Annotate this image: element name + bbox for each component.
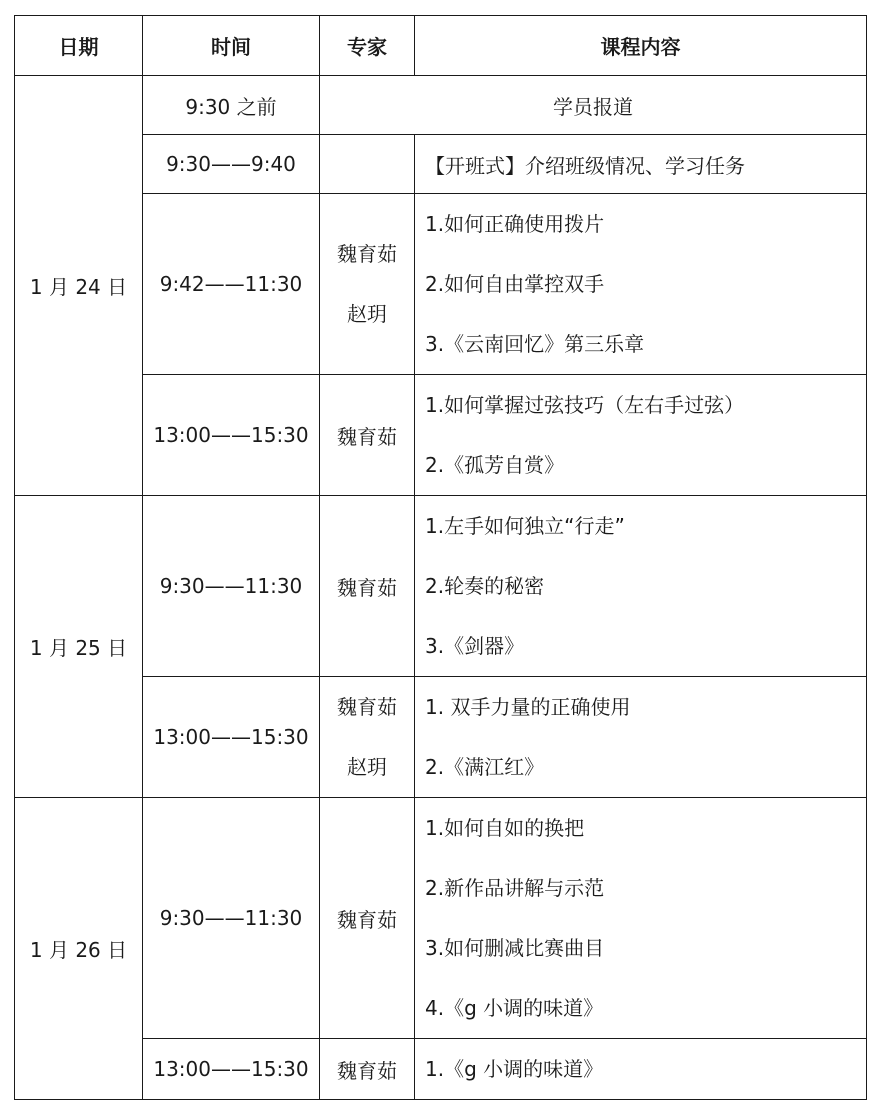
expert-name: 魏育茹 <box>337 907 397 932</box>
table-row <box>15 76 867 135</box>
date-cell: 1 月 24 日 <box>15 76 143 496</box>
time-cell: 9:30——11:30 <box>143 798 320 1039</box>
expert-cell <box>320 375 415 496</box>
content-line: 3.《剑器》 <box>425 634 525 658</box>
course-schedule-table <box>14 15 867 1100</box>
table-row <box>15 194 867 375</box>
expert-name: 魏育茹 <box>337 575 397 600</box>
content-line: 2.新作品讲解与示范 <box>425 876 605 900</box>
header-time: 时间 <box>143 16 320 76</box>
header-expert: 专家 <box>320 16 415 76</box>
table-row <box>15 798 867 1039</box>
table-row <box>15 496 867 677</box>
time-cell: 13:00——15:30 <box>143 1039 320 1100</box>
table-row <box>15 375 867 496</box>
time-cell: 9:42——11:30 <box>143 194 320 375</box>
content-cell <box>415 194 867 375</box>
header-row <box>15 16 867 76</box>
time-cell: 9:30 之前 <box>143 76 320 135</box>
expert-cell <box>320 1039 415 1100</box>
expert-name: 赵玥 <box>347 302 387 326</box>
date-cell: 1 月 26 日 <box>15 798 143 1100</box>
expert-cell <box>320 135 415 194</box>
table-row <box>15 135 867 194</box>
content-cell: 学员报道 <box>320 76 867 135</box>
time-cell: 9:30——11:30 <box>143 496 320 677</box>
content-cell <box>415 798 867 1039</box>
time-cell: 13:00——15:30 <box>143 375 320 496</box>
content-cell <box>415 496 867 677</box>
expert-name: 魏育茹 <box>337 695 397 719</box>
time-cell: 13:00——15:30 <box>143 677 320 798</box>
expert-name: 魏育茹 <box>337 242 397 266</box>
expert-cell <box>320 194 415 375</box>
expert-cell <box>320 496 415 677</box>
table-row <box>15 1039 867 1100</box>
content-cell <box>415 677 867 798</box>
content-cell <box>415 375 867 496</box>
expert-cell <box>320 798 415 1039</box>
content-line: 2.如何自由掌控双手 <box>425 272 605 296</box>
content-cell: 【开班式】介绍班级情况、学习任务 <box>415 135 867 194</box>
expert-name: 魏育茹 <box>337 424 397 449</box>
expert-name: 赵玥 <box>347 755 387 779</box>
content-cell <box>415 1039 867 1100</box>
content-line: 1.左手如何独立“行走” <box>425 514 625 538</box>
time-cell: 9:30——9:40 <box>143 135 320 194</box>
content-line: 1.《g 小调的味道》 <box>425 1057 604 1081</box>
content-line: 1.如何掌握过弦技巧（左右手过弦） <box>425 393 745 417</box>
expert-name: 魏育茹 <box>337 1058 397 1083</box>
content-line: 1. 双手力量的正确使用 <box>425 695 631 719</box>
header-date: 日期 <box>15 16 143 76</box>
content-line: 2.《孤芳自赏》 <box>425 453 565 477</box>
header-content: 课程内容 <box>415 16 867 76</box>
date-cell: 1 月 25 日 <box>15 496 143 798</box>
table-row <box>15 677 867 798</box>
expert-cell <box>320 677 415 798</box>
content-line: 1.如何自如的换把 <box>425 816 585 840</box>
content-line: 3.《云南回忆》第三乐章 <box>425 332 645 356</box>
content-line: 1.如何正确使用拨片 <box>425 212 605 236</box>
content-line: 2.轮奏的秘密 <box>425 574 545 598</box>
content-line: 4.《g 小调的味道》 <box>425 996 604 1020</box>
content-line: 3.如何删减比赛曲目 <box>425 936 605 960</box>
content-line: 2.《满江红》 <box>425 755 545 779</box>
